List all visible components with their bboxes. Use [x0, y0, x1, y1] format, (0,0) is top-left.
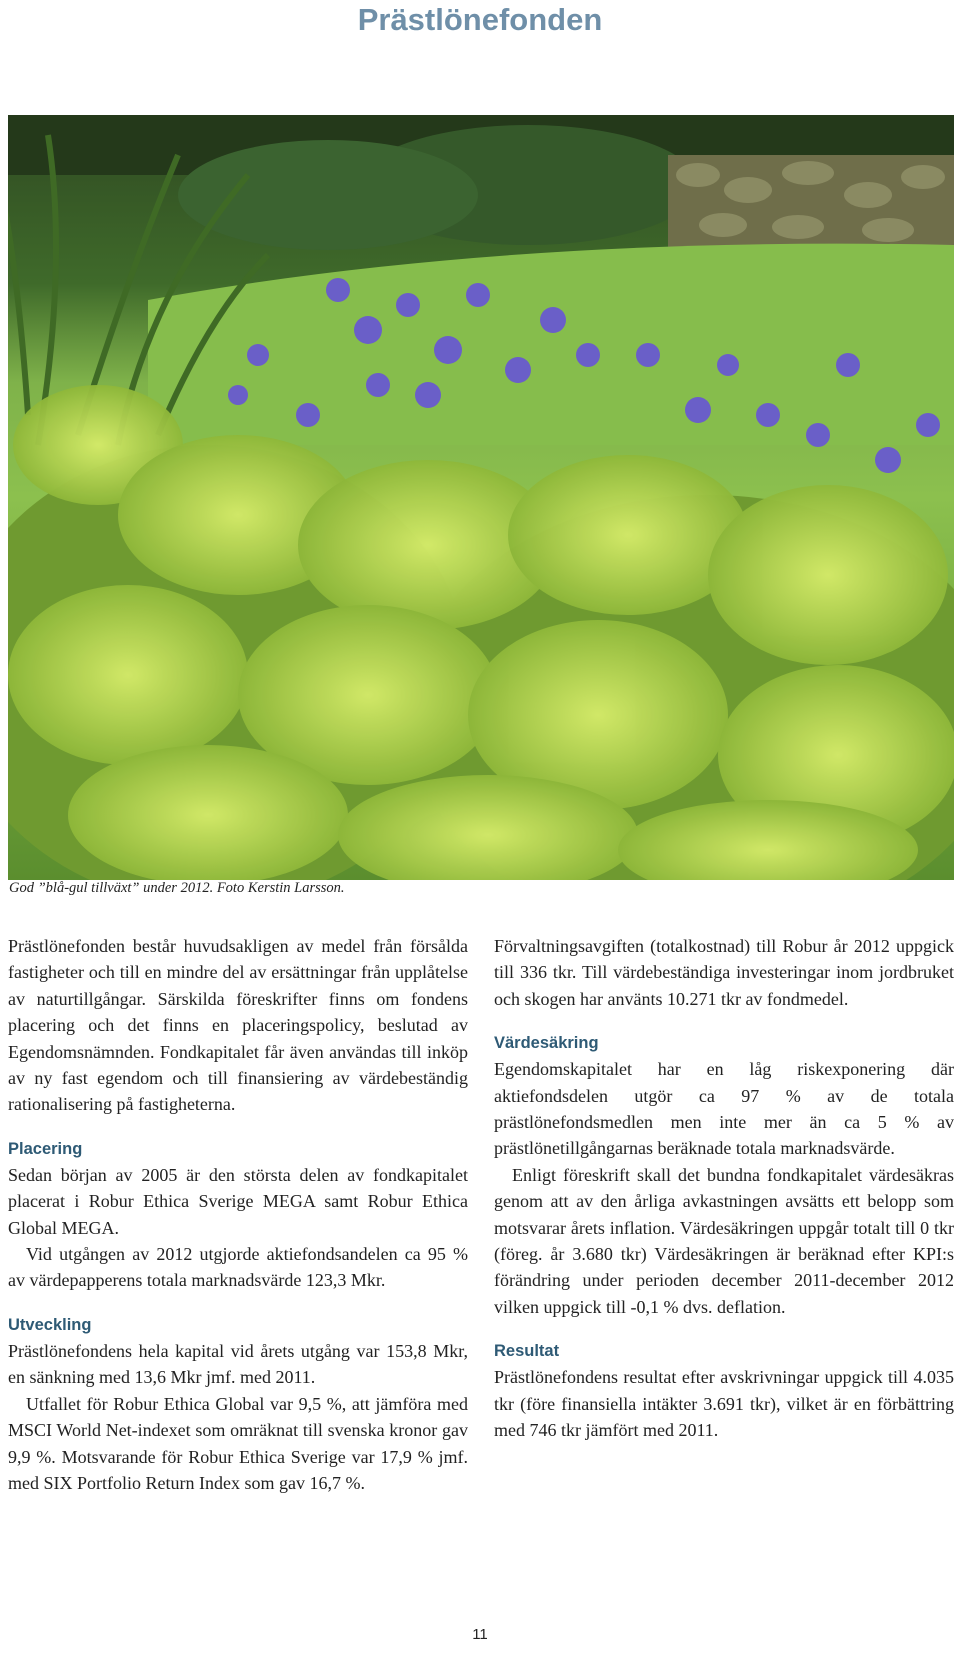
vardesakring-paragraph-1: Egendomskapitalet har en låg riskexponering där aktiefondsdelen utgör ca 97 % av de totala prästlönefondsmedlen men inte mer än ca 5 % av prästlönetillgångarnas beräknade totala marknadsvärde. [494, 1059, 954, 1159]
vardesakring-heading: Värdesäkring [494, 1034, 599, 1053]
intro-paragraph: Prästlönefonden består huvudsakligen av medel från försålda fastigheter och till en mindre del av ersättningar från upplåtelse av naturtillgångar. Särskilda föreskrifter finns om fondens placering och det finns en placeringspolicy, beslutad av Egendomsnämnden. Fondkapitalet får även användas till inköp av ny fast egendom och till finansiering av värdebeständig rationalisering på fastigheterna. [8, 936, 468, 1115]
utveckling-heading: Utveckling [8, 1315, 92, 1334]
resultat-paragraph: Prästlönefondens resultat efter avskrivningar uppgick till 4.035 tkr (före finansiella intäkter 3.691 tkr), vilket är en förbättring med 746 tkr jämfört med 2011. [494, 1367, 954, 1441]
utveckling-paragraph-1: Prästlönefondens hela kapital vid årets utgång var 153,8 Mkr, en sänkning med 13,6 Mkr jmf. med 2011. [8, 1340, 468, 1388]
placering-heading: Placering [8, 1139, 83, 1158]
page-number: 11 [472, 1626, 488, 1643]
right-column [494, 933, 954, 1444]
left-column [8, 933, 468, 1496]
garden-photo [8, 115, 954, 880]
utveckling-paragraph-2: Utfallet för Robur Ethica Global var 9,5 %, att jämföra med MSCI World Net-indexet som omräknat till svenska kronor gav 9,9 %. Motsvarande för Robur Ethica Sverige var 17,9 % jmf. med SIX Portfolio Return Index som gav 16,7 %. [8, 1393, 468, 1493]
resultat-heading: Resultat [494, 1342, 560, 1361]
fees-paragraph: Förvaltningsavgiften (totalkostnad) till Robur år 2012 uppgick till 336 tkr. Till värdebeständiga investeringar inom jordbruket och skogen har använts 10.271 tkr av fondmedel. [494, 936, 954, 1009]
photo-caption: God ”blå-gul tillväxt” under 2012. Foto Kerstin Larsson. [9, 880, 345, 896]
placering-paragraph-1: Sedan början av 2005 är den största delen av fondkapitalet placerat i Robur Ethica Sverige MEGA samt Robur Ethica Global MEGA. [8, 1164, 468, 1238]
placering-paragraph-2: Vid utgången av 2012 utgjorde aktiefondsandelen ca 95 % av värdepapperens totala marknadsvärde 123,3 Mkr. [8, 1244, 468, 1291]
page-title: Prästlönefonden [357, 2, 603, 37]
vardesakring-paragraph-2: Enligt föreskrift skall det bundna fondkapitalet värdesäkras genom att av den årliga avkastningen avsätts ett belopp som motsvarar årets inflation. Värdesäkringen uppgår totalt till 0 tkr (föreg. år 3.680 tkr) Värdesäkringen är beräknad efter KPI:s förändring under perioden december 2011-december 2012 vilken uppgick till -0,1 % dvs. deflation. [494, 1164, 954, 1317]
